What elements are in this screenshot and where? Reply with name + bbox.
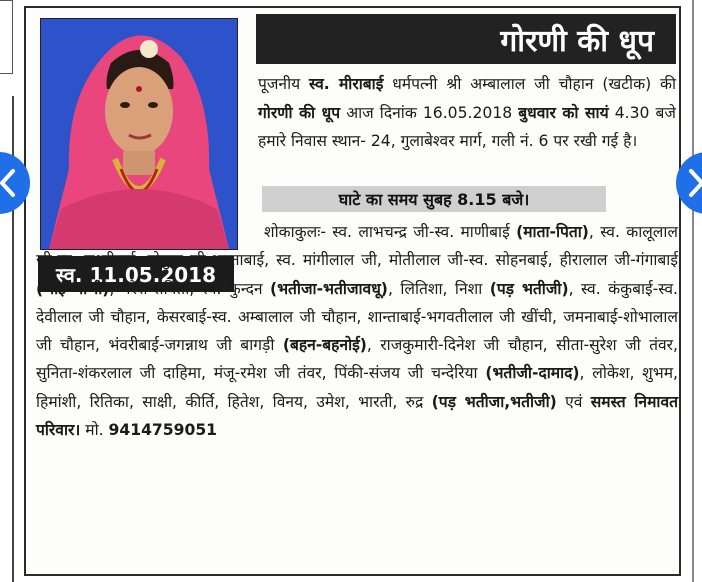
chevron-right-icon [685, 168, 702, 198]
intro-paragraph [258, 70, 676, 156]
relation-label: (पड़ भतीजा,भतीजी) [431, 392, 557, 411]
text-indent [36, 236, 264, 237]
mourners-label: शोकाकुलः- [264, 223, 326, 241]
mourners-text: , स्व. कालूलाल जी-स्व. लक्ष्मीबाई, गोकुल जी-शान्ताबाई, स्व. मांगीलाल जी, मोतीलाल जी-स्व. सोहनबाई, हीरालाल जी-गंगाबाई [36, 223, 678, 270]
mourners-text: , लितिशा, निशा [387, 279, 490, 298]
contact-phone: 9414759051 [108, 421, 218, 440]
notice-headline: गोरणी की धूप [256, 14, 676, 64]
intro-text: धर्मपत्नी श्री अम्बालाल जी चौहान (खटीक) की [383, 75, 677, 93]
intro-venue: 4.30 बजे हमारे निवास स्थान- 24, गुलाबेश्वर मार्ग, गली नं. 6 पर रखी गई है। [258, 103, 677, 150]
relation-label: (भतीजा-भतीजावधू) [269, 279, 388, 298]
column-divider [692, 0, 694, 582]
relation-label: (भाई-भाभी) [36, 279, 110, 298]
mourners-text: एवं [556, 392, 591, 411]
intro-date: आज दिनांक 16.05.2018 [340, 103, 519, 122]
deceased-name: स्व. मीराबाई [309, 75, 384, 93]
mourners-paragraph [36, 218, 678, 444]
ghate-time-banner: घाटे का समय सुबह 8.15 बजे। [262, 186, 606, 212]
intro-text: पूजनीय [258, 75, 310, 93]
mourners-text: , लोकेश, शुभम, हिमांशी, रितिका, साक्षी, कीर्ति, हितेश, विनय, उमेश, भारती, रुद्र [36, 364, 678, 411]
relation-label: (भतीजी-दामाद) [485, 364, 580, 383]
mourners-text: , नरेश-सविता, स्व. कुन्दन [109, 279, 270, 298]
adjacent-column-fragment [0, 0, 13, 74]
relation-label: (पड़ भतीजी) [489, 279, 569, 298]
event-name: गोरणी की धूप [258, 103, 341, 122]
mourners-text: मो. [80, 421, 109, 440]
portrait-illustration [41, 19, 237, 249]
event-day-time: बुधवार को सायं [518, 103, 609, 122]
mourners-text: , राजकुमारी-दिनेश जी चौहान, सीता-सुरेश जी तंवर, सुनिता-शंकरलाल जी दाहिमा, मंजू-रमेश जी तंवर, पिंकी-संजय जी चन्देरिया [36, 336, 678, 383]
family-name: समस्त निमावत परिवार। [36, 392, 679, 440]
photo-caption: स्व. 11.05.2018 [38, 256, 234, 292]
chevron-left-icon [0, 168, 19, 198]
portrait-photo [40, 18, 238, 250]
mourners-text: , स्व. कंकुबाई-स्व. देवीलाल जी चौहान, केसरबाई-स्व. अम्बालाल जी चौहान, शान्ताबाई-भगवतीलाल जी खींची, जमनाबाई-शोभालाल जी चौहान, भंवरीबाई-जगन्नाथ जी बागड़ी [36, 279, 678, 355]
relation-label: (बहन-बहनोई) [282, 336, 367, 355]
relation-label: (माता-पिता) [516, 223, 589, 241]
obituary-notice [24, 6, 681, 576]
mourners-text: स्व. लाभचन्द्र जी-स्व. माणीबाई [325, 223, 517, 241]
